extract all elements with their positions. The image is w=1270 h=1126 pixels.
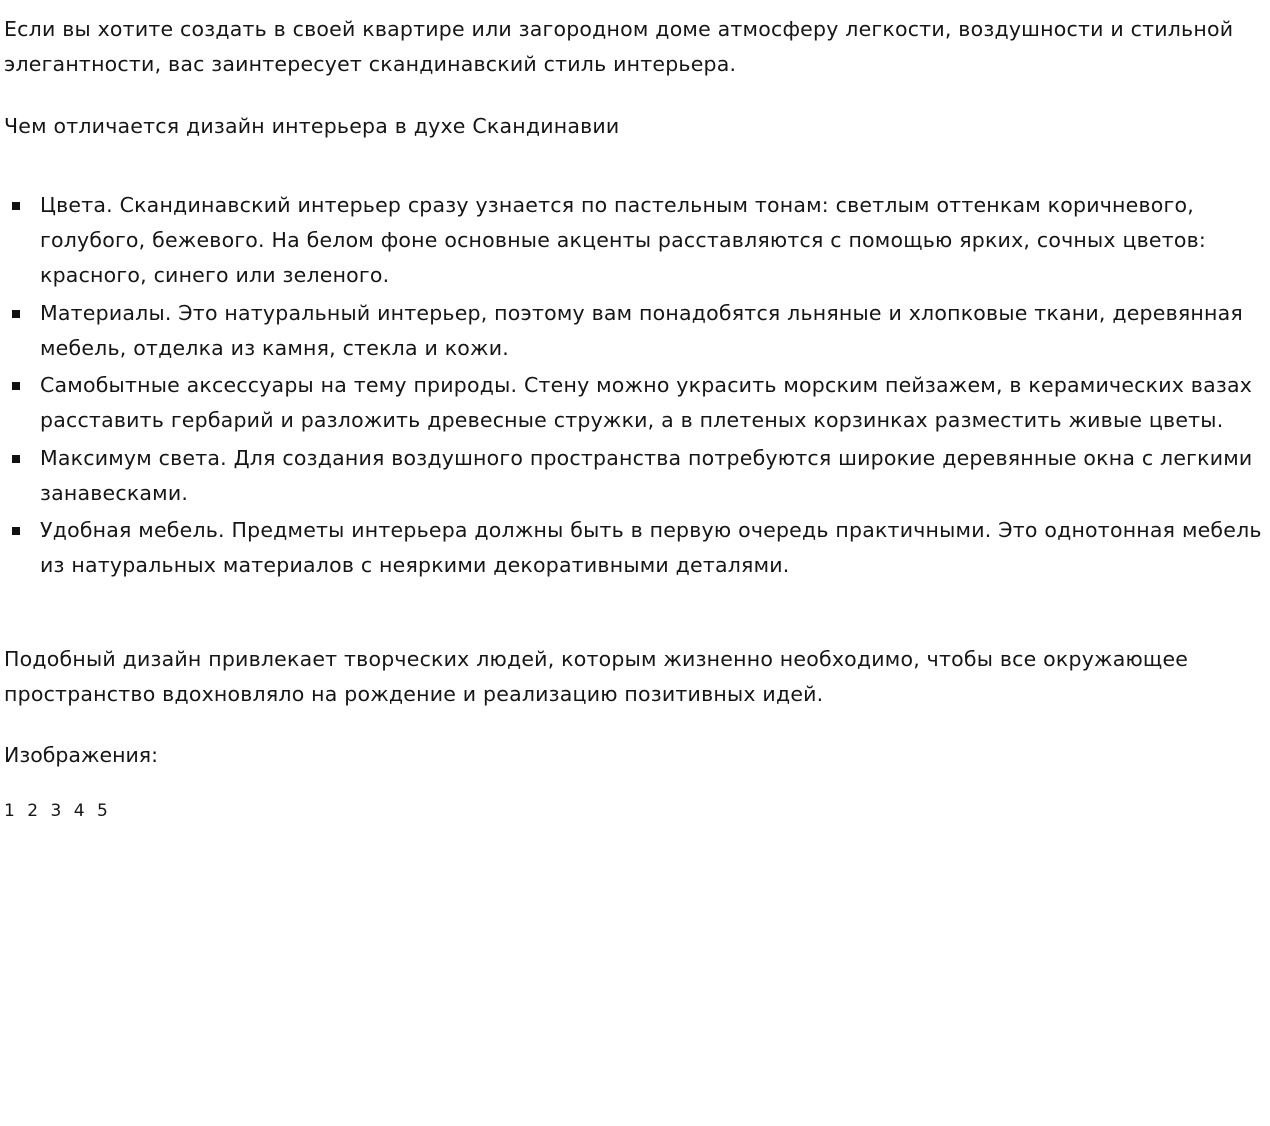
bullet-square-icon — [12, 202, 20, 210]
bullet-square-icon — [12, 455, 20, 463]
bullet-square-icon — [12, 527, 20, 535]
image-link-2[interactable]: 2 — [27, 801, 39, 822]
intro-paragraph: Если вы хотите создать в своей квартире или загородном доме атмосферу легкости, воздушности и стильной элегантности, вас заинтересует скандинавский стиль интерьера. — [4, 17, 1234, 77]
list-item — [4, 296, 1262, 367]
list-item — [4, 513, 1262, 584]
image-links — [4, 799, 1262, 845]
image-link-1[interactable]: 1 — [4, 801, 15, 822]
spacer — [4, 602, 1262, 642]
list-item-text: Материалы. Это натуральный интерьер, поэтому вам понадобятся льняные и хлопковые ткани, деревянная мебель, отделка из камня, стекла и кожи. — [40, 300, 1243, 360]
features-list — [4, 188, 1262, 584]
list-item — [4, 368, 1262, 439]
list-item — [4, 188, 1262, 294]
list-item-text: Цвета. Скандинавский интерьер сразу узнается по пастельным тонам: светлым оттенкам коричневого, голубого, бежевого. На белом фоне основные акценты расставляются с помощью ярких, сочных цветов: красного, синего или зеленого. — [40, 192, 1207, 288]
images-label: Изображения: — [4, 743, 159, 767]
image-link-3[interactable]: 3 — [50, 801, 62, 822]
list-item-text: Удобная мебель. Предметы интерьера должны быть в первую очередь практичными. Это однотонная мебель из натуральных материалов с неяркими декоративными деталями. — [40, 518, 1262, 578]
list-item-text: Самобытные аксессуары на тему природы. Стену можно украсить морским пейзажем, в керамических вазах расставить гербарий и разложить древесные стружки, а в плетеных корзинках разместить живые цветы. — [40, 373, 1253, 433]
closing-paragraph: Подобный дизайн привлекает творческих людей, которым жизненно необходимо, чтобы все окружающее пространство вдохновляло на рождение и реализацию позитивных идей. — [4, 646, 1189, 706]
spacer — [4, 166, 1262, 188]
bullet-square-icon — [12, 310, 20, 318]
list-item-text: Максимум света. Для создания воздушного пространства потребуются широкие деревянные окна с легкими занавесками. — [40, 445, 1253, 505]
image-link-5[interactable]: 5 — [96, 801, 108, 822]
section-subheading: Чем отличается дизайн интерьера в духе Скандинавии — [4, 113, 620, 138]
image-link-4[interactable]: 4 — [73, 801, 85, 822]
bullet-square-icon — [12, 382, 20, 390]
list-item — [4, 441, 1262, 512]
